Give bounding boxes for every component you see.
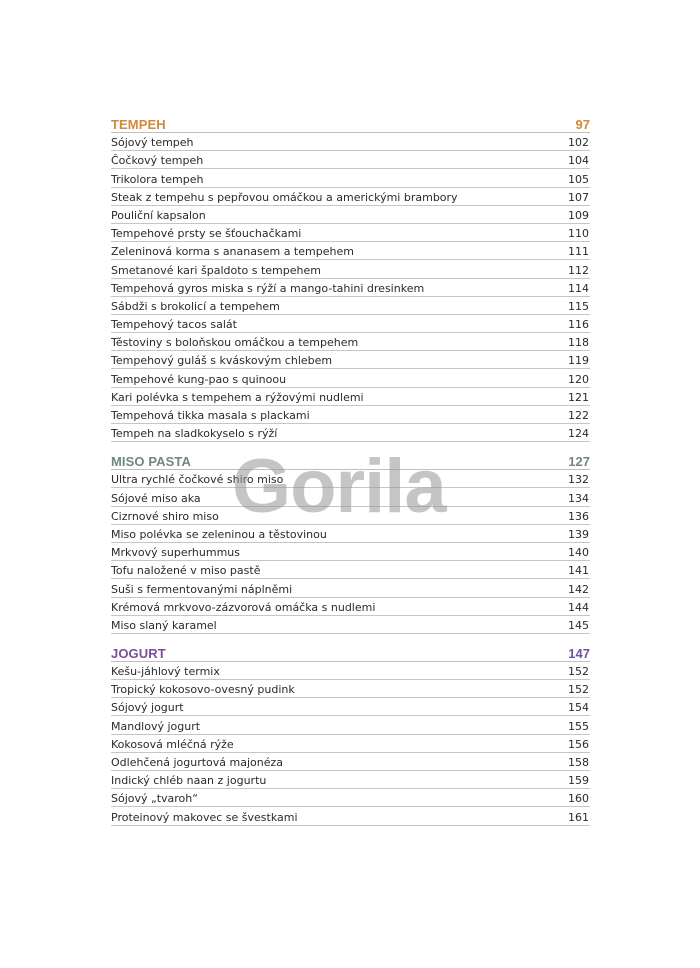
entry-page-number: 121: [568, 390, 589, 404]
toc-entry: [111, 579, 590, 597]
entry-page-number: 161: [568, 810, 589, 824]
toc-entry: [111, 662, 590, 680]
entry-title: Pouliční kapsalon: [111, 208, 206, 222]
entry-page-number: 152: [568, 683, 589, 697]
entry-page-number: 104: [568, 154, 589, 168]
entry-page-number: 119: [568, 354, 589, 368]
entry-title: Sójové miso aka: [111, 491, 201, 505]
entry-page-number: 107: [568, 190, 589, 204]
toc-entry: [111, 525, 590, 543]
toc-entry: [111, 735, 590, 753]
toc-entry: [111, 753, 590, 771]
toc-entry: [111, 680, 590, 698]
toc-entry: [111, 369, 590, 387]
entry-title: Sójový jogurt: [111, 701, 184, 715]
section-page-number: 147: [568, 645, 590, 661]
section-heading: [111, 447, 590, 470]
entry-page-number: 110: [568, 227, 589, 241]
toc-entry: [111, 507, 590, 525]
entry-page-number: 111: [568, 245, 589, 259]
entry-page-number: 105: [568, 172, 589, 186]
entry-title: Tempehové kung-pao s quinoou: [111, 372, 287, 386]
entry-page-number: 120: [568, 372, 589, 386]
entry-title: Tempehový guláš s kváskovým chlebem: [111, 354, 333, 368]
entry-title: Ultra rychlé čočkové shiro miso: [111, 473, 284, 487]
entry-title: Indický chléb naan z jogurtu: [111, 774, 267, 788]
section-title: JOGURT: [111, 645, 166, 661]
entry-title: Sójový „tvaroh“: [111, 792, 198, 806]
toc-entry: [111, 260, 590, 278]
toc-entry: [111, 388, 590, 406]
entry-page-number: 109: [568, 208, 589, 222]
toc-entry: [111, 716, 590, 734]
toc-entry: [111, 488, 590, 506]
entry-title: Tempehový tacos salát: [111, 318, 237, 332]
entry-title: Odlehčená jogurtová majonéza: [111, 756, 284, 769]
entry-page-number: 155: [568, 719, 589, 733]
entry-title: Kokosová mléčná rýže: [111, 737, 234, 751]
section-page-number: 97: [575, 117, 590, 132]
entry-title: Tempehová tikka masala s plackami: [111, 409, 310, 422]
section-title: MISO PASTA: [111, 454, 191, 470]
entry-title: Trikolora tempeh: [111, 172, 204, 186]
toc-entry: [111, 771, 590, 789]
toc-entry: [111, 279, 590, 297]
entry-page-number: 156: [568, 737, 589, 751]
entry-title: Sábdži s brokolicí a tempehem: [111, 299, 280, 313]
section-heading: [111, 639, 590, 662]
entry-page-number: 158: [568, 756, 589, 769]
toc-entry: [111, 151, 590, 169]
toc-entry: [111, 224, 590, 242]
entry-title: Steak z tempehu s pepřovou omáčkou a americkými brambory: [111, 190, 458, 204]
entry-page-number: 154: [568, 701, 589, 715]
entry-page-number: 132: [568, 473, 589, 487]
toc-entry: [111, 188, 590, 206]
toc-entry: [111, 543, 590, 561]
entry-title: Zeleninová korma s ananasem a tempehem: [111, 245, 354, 259]
entry-page-number: 116: [568, 318, 589, 332]
entry-title: Sójový tempeh: [111, 136, 194, 150]
toc-entry: [111, 807, 590, 825]
toc-entry: [111, 598, 590, 616]
toc-entry: [111, 242, 590, 260]
entry-title: Tempehové prsty se šťouchačkami: [111, 227, 302, 241]
entry-page-number: 124: [568, 427, 589, 441]
entry-title: Tofu naložené v miso pastě: [111, 564, 261, 578]
toc-entry: [111, 406, 590, 424]
entry-title: Mrkvový superhummus: [111, 546, 240, 560]
toc-entry: [111, 297, 590, 315]
toc-entry: [111, 133, 590, 151]
entry-title: Mandlový jogurt: [111, 719, 201, 733]
entry-page-number: 141: [568, 564, 589, 578]
toc-entry: [111, 698, 590, 716]
toc-entry: [111, 616, 590, 634]
entry-page-number: 140: [568, 546, 589, 560]
watermark-logo: Gorila: [232, 444, 446, 529]
entry-title: Miso slaný karamel: [111, 618, 217, 632]
entry-page-number: 102: [568, 136, 589, 150]
toc-entry: [111, 470, 590, 488]
entry-page-number: 152: [568, 665, 589, 679]
entry-page-number: 144: [568, 600, 589, 614]
entry-title: Miso polévka se zeleninou a těstovinou: [111, 527, 327, 541]
section-heading: [111, 110, 590, 133]
section-page-number: 127: [568, 454, 590, 470]
entry-title: Cizrnové shiro miso: [111, 509, 219, 523]
toc-entry: [111, 351, 590, 369]
section-title: TEMPEH: [111, 117, 166, 132]
entry-page-number: 114: [568, 281, 589, 295]
entry-title: Těstoviny s boloňskou omáčkou a tempehem: [111, 336, 359, 350]
entry-page-number: 142: [568, 582, 589, 596]
entry-page-number: 159: [568, 774, 589, 788]
entry-page-number: 145: [568, 618, 589, 632]
entry-page-number: 160: [568, 792, 589, 806]
entry-title: Tempehová gyros miska s rýží a mango-tahini dresinkem: [111, 281, 425, 295]
entry-page-number: 115: [568, 299, 589, 313]
entry-title: Proteinový makovec se švestkami: [111, 810, 298, 824]
toc-entry: [111, 206, 590, 224]
entry-page-number: 136: [568, 509, 589, 523]
entry-title: Smetanové kari špaldoto s tempehem: [111, 263, 321, 277]
entry-title: Čočkový tempeh: [111, 154, 204, 168]
entry-title: Suši s fermentovanými náplněmi: [111, 582, 293, 596]
toc-entry: [111, 424, 590, 442]
entry-title: Kari polévka s tempehem a rýžovými nudlemi: [111, 390, 364, 404]
table-of-contents: [111, 110, 590, 826]
entry-page-number: 118: [568, 336, 589, 350]
entry-title: Tempeh na sladkokyselo s rýží: [111, 427, 278, 441]
entry-title: Tropický kokosovo-ovesný pudink: [111, 683, 295, 697]
toc-entry: [111, 561, 590, 579]
entry-page-number: 134: [568, 491, 589, 505]
toc-entry: [111, 315, 590, 333]
entry-page-number: 112: [568, 263, 589, 277]
entry-title: Krémová mrkvovo-zázvorová omáčka s nudlemi: [111, 600, 376, 614]
toc-entry: [111, 333, 590, 351]
entry-title: Kešu-jáhlový termix: [111, 665, 220, 679]
toc-entry: [111, 789, 590, 807]
toc-entry: [111, 169, 590, 187]
entry-page-number: 122: [568, 409, 589, 422]
entry-page-number: 139: [568, 527, 589, 541]
